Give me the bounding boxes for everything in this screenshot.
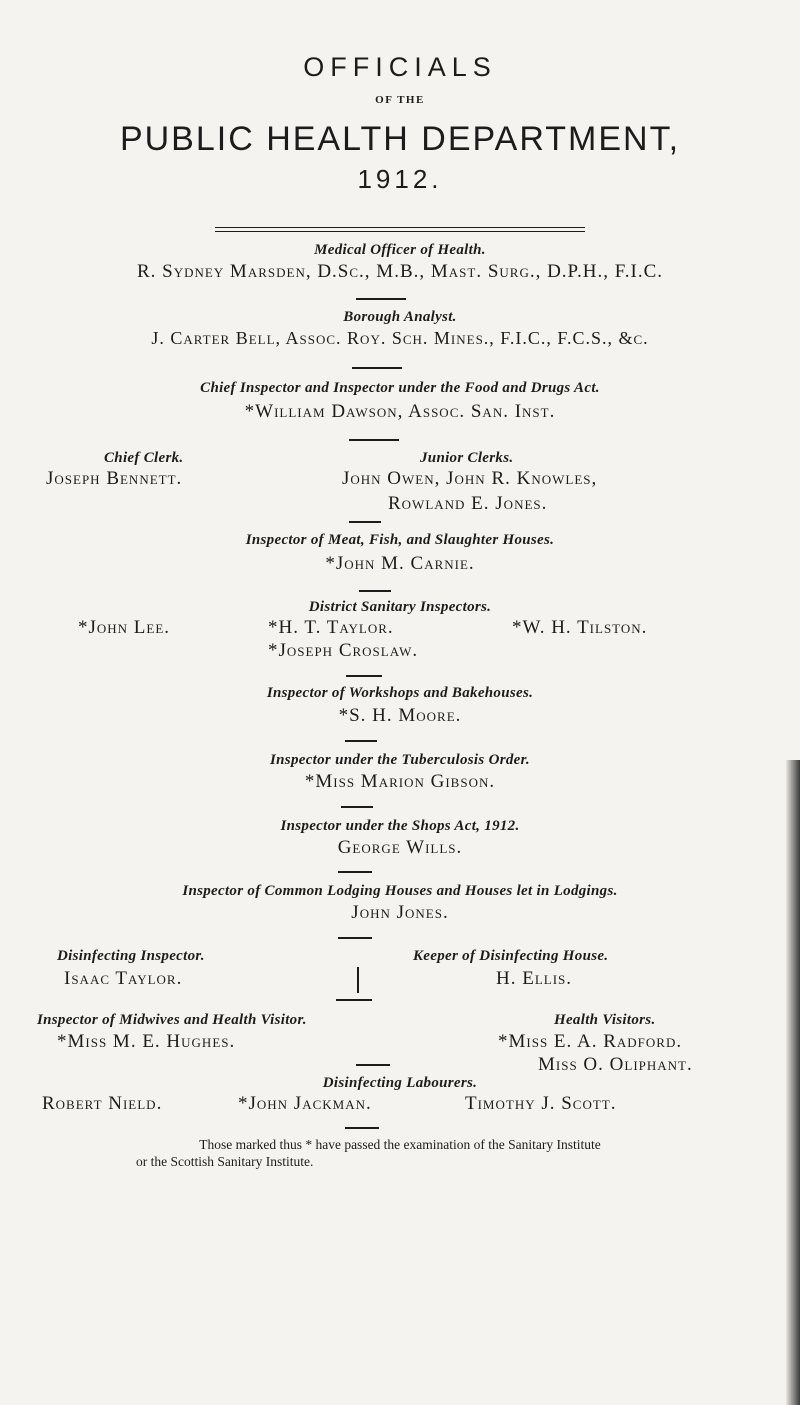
meat-inspector-title: Inspector of Meat, Fish, and Slaughter Houses. (245, 532, 555, 548)
page-edge-shadow (786, 760, 800, 1405)
column-divider (357, 967, 359, 993)
disinfecting-inspector-name: Isaac Taylor. (64, 968, 183, 989)
chief-inspector-name: *William Dawson, Assoc. San. Inst. (244, 401, 556, 422)
labourers-name-2: *John Jackman. (238, 1093, 372, 1114)
tuberculosis-name: *Miss Marion Gibson. (304, 771, 496, 792)
labourers-name-1: Robert Nield. (42, 1093, 163, 1114)
labourers-title: Disinfecting Labourers. (322, 1075, 478, 1091)
lodging-name: John Jones. (351, 902, 449, 923)
section-rule (359, 590, 391, 592)
shops-title: Inspector under the Shops Act, 1912. (280, 818, 520, 834)
keeper-name: H. Ellis. (496, 968, 573, 989)
double-rule-top (215, 227, 585, 228)
midwives-title: Inspector of Midwives and Health Visitor. (37, 1012, 307, 1028)
junior-clerks-title: Junior Clerks. (420, 450, 514, 466)
chief-clerk-name: Joseph Bennett. (46, 468, 183, 489)
tuberculosis-title: Inspector under the Tuberculosis Order. (270, 752, 530, 768)
section-rule (352, 367, 402, 369)
shops-name: George Wills. (337, 837, 463, 858)
meat-inspector-name: *John M. Carnie. (325, 553, 475, 574)
chief-clerk-title: Chief Clerk. (104, 450, 184, 466)
section-rule (338, 937, 372, 939)
section-rule (336, 999, 372, 1001)
double-rule-bottom (215, 231, 585, 232)
section-rule (356, 298, 406, 300)
chief-inspector-title: Chief Inspector and Inspector under the Food and Drugs Act. (200, 380, 600, 396)
workshops-name: *S. H. Moore. (338, 705, 462, 726)
heading-officials: OFFICIALS (303, 52, 497, 82)
junior-clerks-line1: John Owen, John R. Knowles, (342, 468, 598, 489)
moh-title: Medical Officer of Health. (314, 242, 486, 258)
footnote-line-2: or the Scottish Sanitary Institute. (136, 1154, 314, 1169)
section-rule (341, 806, 373, 808)
visitors-title: Health Visitors. (554, 1012, 656, 1028)
analyst-name: J. Carter Bell, Assoc. Roy. Sch. Mines., F.I.C., F.C.S., &c. (151, 328, 649, 348)
district-name-3: *W. H. Tilston. (512, 617, 648, 638)
lodging-title: Inspector of Common Lodging Houses and Houses let in Lodgings. (182, 883, 618, 899)
moh-name: R. Sydney Marsden, D.Sc., M.B., Mast. Surg., D.P.H., F.I.C. (136, 261, 664, 282)
analyst-title: Borough Analyst. (343, 309, 457, 325)
district-name-1: *John Lee. (78, 617, 171, 638)
junior-clerks-line2: Rowland E. Jones. (388, 493, 548, 514)
section-rule (345, 1127, 379, 1129)
disinfecting-inspector-title: Disinfecting Inspector. (57, 948, 205, 964)
midwives-name: *Miss M. E. Hughes. (57, 1031, 236, 1052)
workshops-title: Inspector of Workshops and Bakehouses. (266, 685, 534, 701)
visitors-name-1: *Miss E. A. Radford. (498, 1031, 683, 1052)
footnote-line-1: Those marked thus * have passed the examination of the Sanitary Institute (199, 1137, 601, 1152)
section-rule (356, 1064, 390, 1066)
heading-department: PUBLIC HEALTH DEPARTMENT, (119, 120, 681, 158)
section-rule (349, 521, 381, 523)
district-name-2: *H. T. Taylor. (268, 617, 394, 638)
section-rule (338, 871, 372, 873)
heading-of-the: OF THE (375, 94, 425, 106)
heading-year: 1912. (357, 164, 443, 194)
keeper-title: Keeper of Disinfecting House. (413, 948, 609, 964)
district-name-4: *Joseph Croslaw. (268, 640, 419, 661)
labourers-name-3: Timothy J. Scott. (465, 1093, 617, 1114)
section-rule (349, 439, 399, 441)
district-title: District Sanitary Inspectors. (308, 599, 492, 615)
section-rule (345, 740, 377, 742)
section-rule (346, 675, 382, 677)
visitors-name-2: Miss O. Oliphant. (538, 1054, 693, 1075)
